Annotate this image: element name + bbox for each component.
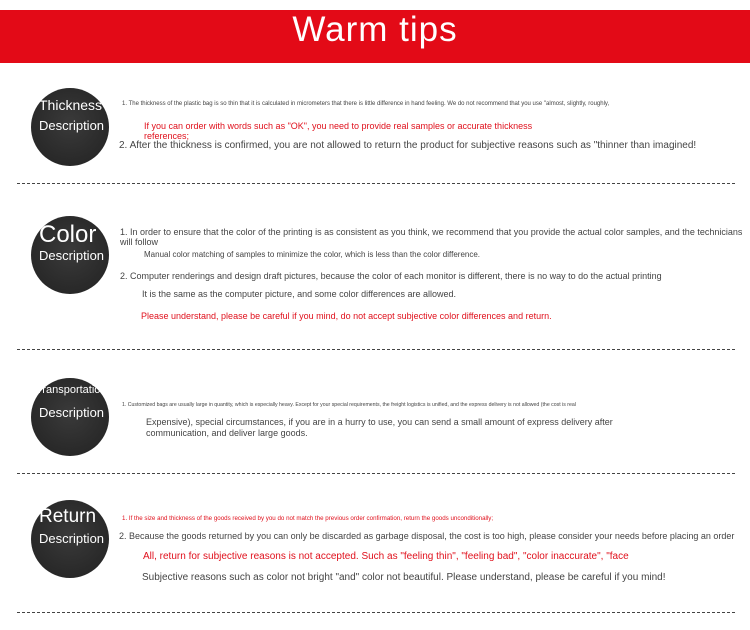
color-item-2-note: Please understand, please be careful if you mind, do not accept subjective color differences and return.	[141, 311, 552, 321]
return-badge	[31, 500, 109, 578]
return-item-2-continued: Subjective reasons such as color not bright "and" color not beautiful. Please understand, please be careful if you mind!	[142, 572, 666, 583]
color-item-1: 1. In order to ensure that the color of the printing is as consistent as you think, we recommend that you provide the actual color samples, and the technicians will follow	[120, 227, 743, 247]
transport-item-1-continued: Expensive), special circumstances, if you are in a hurry to use, you can send a small amount of express delivery after communication, and deliver large goods.	[146, 417, 613, 438]
transport-badge-title: Transportation	[36, 384, 107, 396]
transport-badge	[31, 378, 109, 456]
thickness-badge-title: Thickness	[39, 97, 103, 113]
color-item-1-continued: Manual color matching of samples to minimize the color, which is less than the color difference.	[144, 250, 481, 259]
color-item-2-continued: It is the same as the computer picture, and some color differences are allowed.	[142, 289, 456, 299]
section-divider	[17, 612, 735, 613]
return-badge-title: Return	[39, 506, 97, 527]
transport-item-1: 1. Customized bags are usually large in quantity, which is especially heavy. Except for your special requirements, the freight logistics is unified, and the express delivery is not allowed (the cost is real	[122, 402, 576, 408]
color-badge-subtitle: Description	[39, 248, 105, 263]
return-item-2: 2. Because the goods returned by you can only be discarded as garbage disposal, the cost is too high, please consider your needs before placing an order	[119, 531, 735, 541]
page-title: Warm tips	[292, 10, 458, 49]
transport-badge-subtitle: Description	[39, 405, 105, 420]
color-badge	[31, 216, 109, 294]
color-item-2: 2. Computer renderings and design draft pictures, because the color of each monitor is different, there is no way to do the actual printing	[120, 271, 662, 281]
section-divider	[17, 473, 735, 474]
color-badge-title: Color	[39, 221, 97, 248]
section-divider	[17, 183, 735, 184]
return-item-2-note: All, return for subjective reasons is not accepted. Such as "feeling thin", "feeling bad", "color inaccurate", "face	[143, 551, 629, 562]
return-badge-subtitle: Description	[39, 531, 105, 546]
thickness-item-1: 1. The thickness of the plastic bag is so thin that it is calculated in micrometers that there is little difference in hand feeling. We do not recommend that you use "almost, slightly, roughly,	[122, 101, 610, 107]
section-divider	[17, 349, 735, 350]
thickness-badge-subtitle: Description	[39, 118, 105, 133]
thickness-item-1-note: If you can order with words such as "OK", you need to provide real samples or accurate thickness references;	[144, 121, 533, 141]
thickness-badge	[31, 88, 109, 166]
thickness-item-2: 2. After the thickness is confirmed, you are not allowed to return the product for subjective reasons such as "thinner than imagined!	[119, 140, 697, 151]
return-item-1-note: 1. If the size and thickness of the goods received by you do not match the previous order confirmation, return the goods unconditionally;	[122, 515, 494, 522]
